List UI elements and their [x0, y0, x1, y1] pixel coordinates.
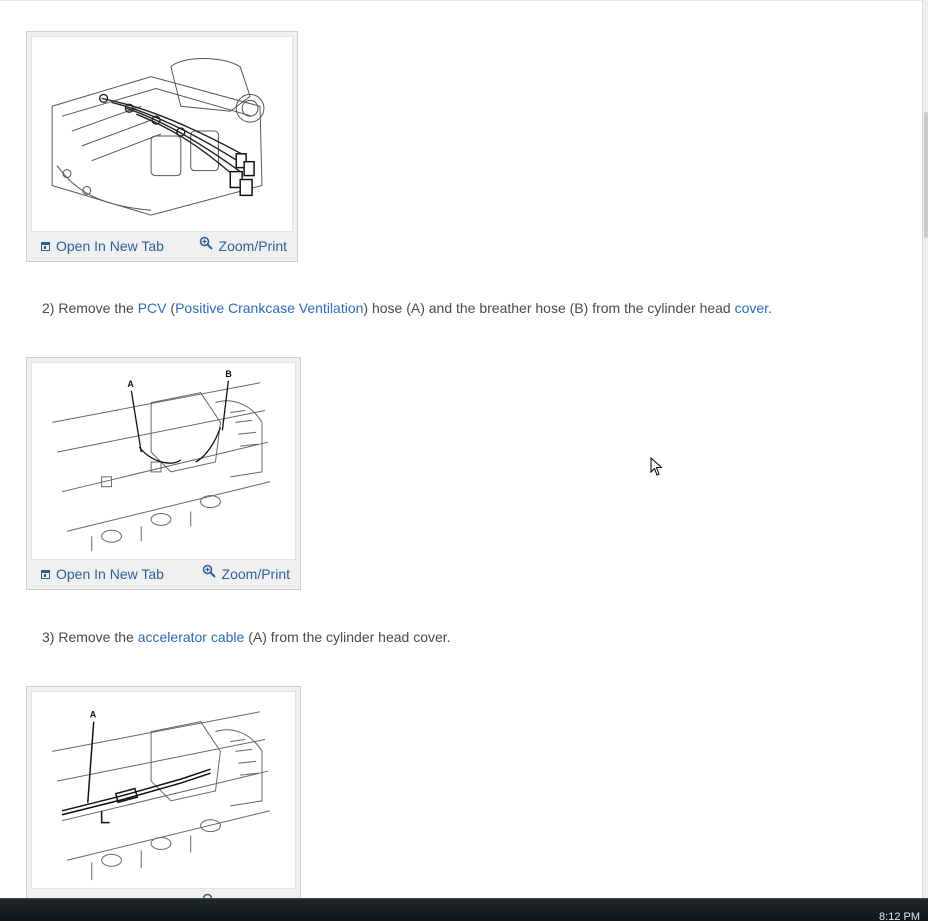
figure-actions: [31, 562, 296, 586]
engine-drawing-2: [32, 363, 295, 559]
callout-a: A: [89, 709, 97, 720]
top-divider: [0, 0, 924, 1]
pcv-link[interactable]: PCV: [137, 300, 167, 316]
zoom-print-link[interactable]: [199, 238, 287, 254]
figure-2: [26, 357, 301, 590]
zoom-print-link[interactable]: [202, 566, 290, 582]
engine-drawing-1: [32, 37, 292, 231]
engine-drawing-3: [32, 692, 295, 888]
figure-actions: [31, 234, 293, 258]
cover-link[interactable]: cover: [734, 300, 769, 316]
callout-a: A: [127, 378, 134, 389]
positive-crankcase-ventilation-link[interactable]: Positive Crankcase Ventilation: [175, 300, 364, 316]
os-taskbar: [0, 898, 928, 921]
vertical-scrollbar[interactable]: [922, 0, 928, 898]
engine-diagram-pcv-hoses[interactable]: [31, 362, 296, 560]
engine-diagram-ignition-leads[interactable]: [31, 36, 293, 232]
magnifier-icon: [202, 564, 216, 578]
taskbar-clock[interactable]: 8:12 PM: [879, 911, 920, 923]
open-in-new-tab-link[interactable]: [41, 566, 164, 582]
open-in-new-tab-label: Open In New Tab: [56, 238, 164, 254]
instruction-step-2: 2) Remove the PCV (Positive Crankcase Ventilation) hose (A) and the breather hose (B) from the cylinder head cover.: [42, 300, 772, 316]
callout-b: B: [225, 368, 232, 379]
zoom-print-label: Zoom/Print: [221, 566, 290, 582]
engine-diagram-accelerator-cable[interactable]: [31, 691, 296, 889]
open-in-new-tab-label: Open In New Tab: [56, 566, 164, 582]
scrollbar-thumb[interactable]: [924, 112, 928, 238]
instruction-step-3: 3) Remove the accelerator cable (A) from the cylinder head cover.: [42, 629, 451, 645]
mouse-pointer-icon: [650, 457, 664, 477]
zoom-print-label: Zoom/Print: [218, 238, 287, 254]
figure-1: [26, 31, 298, 262]
new-tab-icon: [41, 570, 50, 579]
open-in-new-tab-link[interactable]: [41, 238, 164, 254]
magnifier-icon: [199, 236, 213, 250]
figure-3: [26, 686, 301, 919]
new-tab-icon: [41, 242, 50, 251]
accelerator-cable-link[interactable]: accelerator cable: [137, 629, 245, 645]
